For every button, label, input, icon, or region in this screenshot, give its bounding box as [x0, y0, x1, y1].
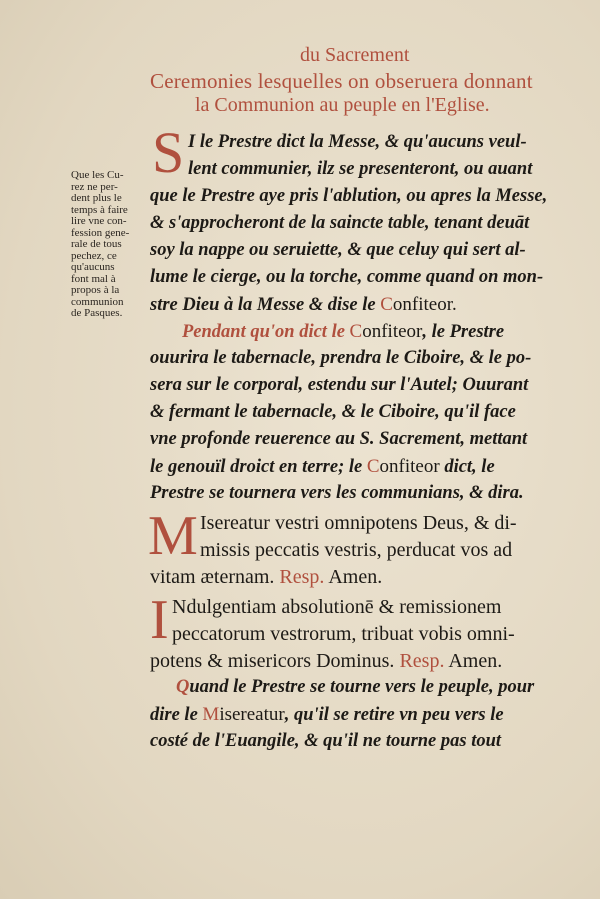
red-capital: M [202, 704, 220, 725]
text-segment: dict, le [439, 457, 495, 477]
text-line: vne profonde reuerence au S. Sacrement, mettant [150, 429, 528, 449]
section-title-line-2: la Communion au peuple en l'Eglise. [195, 94, 490, 116]
text-line [150, 567, 382, 587]
text-line [182, 322, 504, 342]
text-segment: onfiteor. [392, 294, 457, 315]
margin-line: rale de tous [71, 238, 122, 250]
text-segment: onfiteor [362, 321, 423, 342]
text-line: lent communier, ilz se presenteront, ou auant [188, 159, 533, 179]
margin-line: pechez, ce [71, 249, 117, 262]
text-line: Isereatur vestri omnipotens Deus, & di- [200, 512, 517, 534]
text-line: sera sur le corporal, estendu sur l'Autel; Ouurant [150, 375, 529, 395]
text-segment: uand le Prestre se tourne vers le peuple, pour [189, 677, 535, 697]
text-line [150, 457, 495, 477]
margin-line: communion [71, 295, 124, 308]
margin-line: fession gene- [71, 226, 130, 239]
text-segment: Pendant qu'on dict le [182, 322, 350, 342]
red-capital: C [349, 321, 363, 342]
drop-cap-s: S [152, 120, 185, 185]
text-line: Prestre se tournera vers les communians, & dira. [150, 483, 524, 503]
margin-line: Que les Cu- [71, 169, 124, 181]
response-marker: Resp. [279, 566, 325, 588]
drop-cap-m: M [148, 505, 198, 567]
red-capital: C [366, 456, 380, 477]
margin-line: propos à la [71, 284, 120, 296]
text-segment: stre Dieu à la Messe & dise le [150, 295, 381, 315]
margin-line: lire vne con- [71, 215, 127, 227]
text-line: Ndulgentiam absolutionē & remissionem [172, 596, 502, 618]
text-segment: isereatur [219, 704, 285, 725]
section-title-line-1: Ceremonies lesquelles on obseruera donnant [150, 69, 533, 93]
text-line: lume le cierge, ou la torche, comme quand on mon- [150, 267, 544, 287]
margin-note [71, 170, 151, 320]
text-segment: potens & misericors Dominus. [150, 650, 400, 672]
text-segment: , le Prestre [422, 322, 505, 342]
margin-line: temps à faire [71, 203, 128, 216]
text-segment: Amen. [324, 566, 383, 588]
drop-cap-i: I [150, 589, 169, 651]
text-segment: dire le [150, 705, 203, 725]
margin-line: de Pasques. [71, 307, 123, 319]
text-segment: , qu'il se retire vn peu vers le [284, 705, 504, 725]
running-title: du Sacrement [300, 44, 410, 66]
text-segment: vitam æternam. [150, 566, 280, 588]
text-line: ouurira le tabernacle, prendra le Ciboire, & le po- [150, 348, 532, 368]
text-line: I le Prestre dict la Messe, & qu'aucuns veul- [188, 132, 527, 152]
text-line: missis peccatis vestris, perducat vos ad [200, 539, 513, 561]
margin-line: dent plus le [71, 192, 122, 204]
text-line [150, 295, 457, 315]
text-segment: Amen. [444, 650, 503, 672]
red-initial-q: Q [176, 677, 190, 697]
margin-line: qu'aucuns [71, 261, 115, 273]
text-line: & fermant le tabernacle, & le Ciboire, qu'il face [150, 402, 516, 422]
margin-line: font mal à [71, 272, 116, 285]
response-marker: Resp. [399, 650, 445, 672]
red-capital: C [380, 294, 393, 315]
text-line: soy la nappe ou seruiette, & que celuy qui sert al- [150, 240, 526, 260]
text-line [150, 705, 504, 725]
text-line: que le Prestre aye pris l'ablution, ou apres la Messe, [150, 186, 548, 206]
text-line [176, 678, 534, 697]
text-line: & s'approcheront de la saincte table, tenant deuāt [150, 213, 530, 233]
text-segment: le genouïl droict en terre; le [150, 457, 367, 477]
text-segment: onfiteor [379, 456, 440, 477]
margin-line: rez ne per- [71, 180, 118, 193]
text-line [150, 651, 502, 671]
text-line: peccatorum vestrorum, tribuat vobis omni- [172, 623, 515, 645]
text-line: costé de l'Euangile, & qu'il ne tourne pas tout [150, 731, 502, 751]
